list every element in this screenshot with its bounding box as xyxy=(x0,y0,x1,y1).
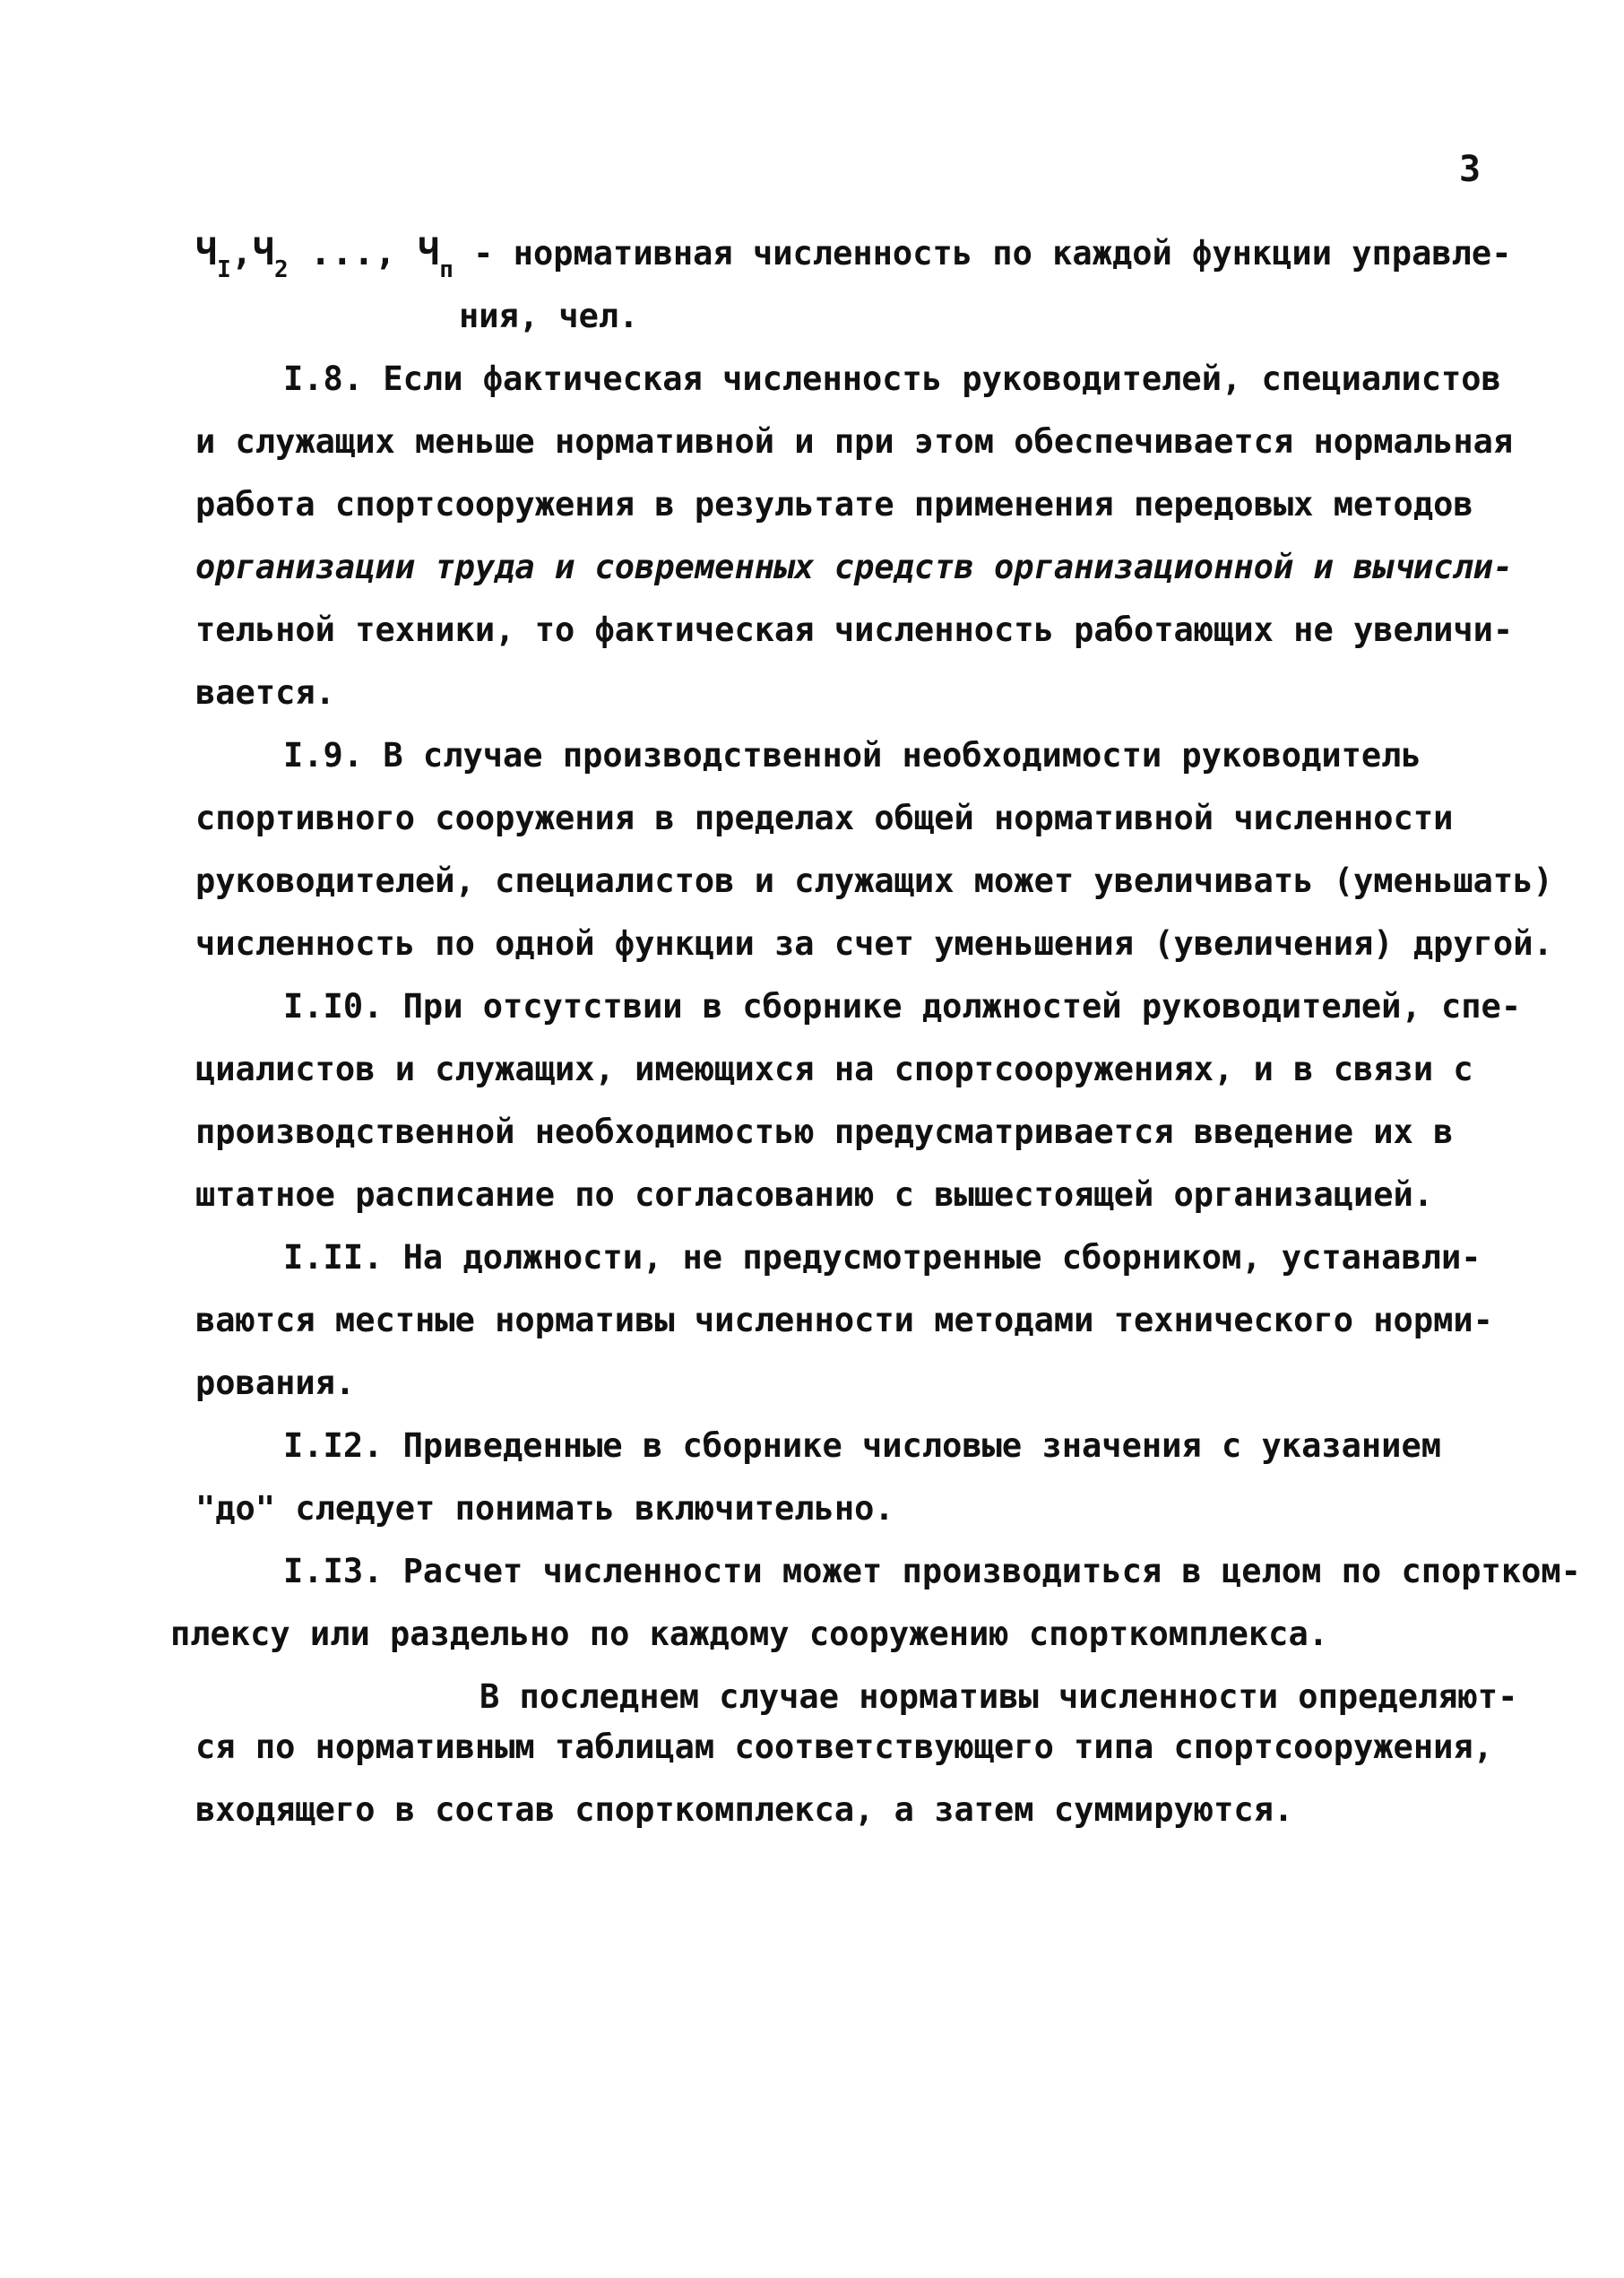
paragraph-line: циалистов и служащих, имеющихся на спортсооружениях, и в связи с xyxy=(195,1050,1473,1088)
paragraph-line: численность по одной функции за счет уменьшения (увеличения) другой. xyxy=(195,924,1553,963)
formula-ellipsis: ..., xyxy=(288,232,419,273)
paragraph-line: I.8. Если фактическая численность руководителей, специалистов xyxy=(283,359,1501,398)
paragraph-line: и служащих меньше нормативной и при этом обеспечивается нормальная xyxy=(195,422,1514,461)
paragraph-line: производственной необходимостью предусматривается введение их в xyxy=(195,1113,1454,1151)
paragraph-line: рования. xyxy=(195,1364,356,1402)
definition-line-2: ния, чел. xyxy=(459,297,639,335)
paragraph-line: "до" следует понимать включительно. xyxy=(195,1489,894,1528)
paragraph-line: плексу или раздельно по каждому сооружению спорткомплекса. xyxy=(170,1615,1329,1653)
formula-symbol: Ч xyxy=(418,232,440,273)
formula-separator: , xyxy=(230,232,253,273)
paragraph-line: организации труда и современных средств организационной и вычисли- xyxy=(195,548,1514,586)
definition-line-1 xyxy=(195,232,1512,283)
page-number: 3 xyxy=(1459,149,1481,190)
formula-subscript: 2 xyxy=(273,256,289,283)
paragraph-line: тельной техники, то фактическая численность работающих не увеличи- xyxy=(195,611,1514,649)
paragraph-line: входящего в состав спорткомплекса, а затем суммируются. xyxy=(195,1790,1294,1829)
paragraph-line: ваются местные нормативы численности методами технического норми- xyxy=(195,1301,1493,1339)
paragraph-line: вается. xyxy=(195,673,335,712)
paragraph-line: I.I3. Расчет численности может производиться в целом по спортком- xyxy=(283,1552,1581,1590)
paragraph-line: спортивного сооружения в пределах общей нормативной численности xyxy=(195,799,1454,837)
formula-subscript: п xyxy=(439,256,454,283)
paragraph-line: руководителей, специалистов и служащих может увеличивать (уменьшать) xyxy=(195,862,1553,900)
paragraph-line: I.I0. При отсутствии в сборнике должностей руководителей, спе- xyxy=(283,987,1522,1026)
paragraph-line: I.9. В случае производственной необходимости руководитель xyxy=(283,736,1421,775)
paragraph-line: В последнем случае нормативы численности определяют- xyxy=(479,1677,1518,1716)
definition-text: - нормативная численность по каждой функции управле- xyxy=(453,234,1512,273)
paragraph-line: ся по нормативным таблицам соответствующего типа спортсооружения, xyxy=(195,1728,1493,1766)
paragraph-line: штатное расписание по согласованию с вышестоящей организацией. xyxy=(195,1175,1434,1214)
formula-subscript: I xyxy=(217,256,231,283)
paragraph-line: I.I2. Приведенные в сборнике числовые значения с указанием xyxy=(283,1426,1442,1465)
paragraph-line: I.II. На должности, не предусмотренные сборником, устанавли- xyxy=(283,1238,1481,1277)
formula-symbol: Ч xyxy=(195,232,218,273)
paragraph-line: работа спортсооружения в результате применения передовых методов xyxy=(195,485,1473,524)
formula-symbol: Ч xyxy=(252,232,274,273)
